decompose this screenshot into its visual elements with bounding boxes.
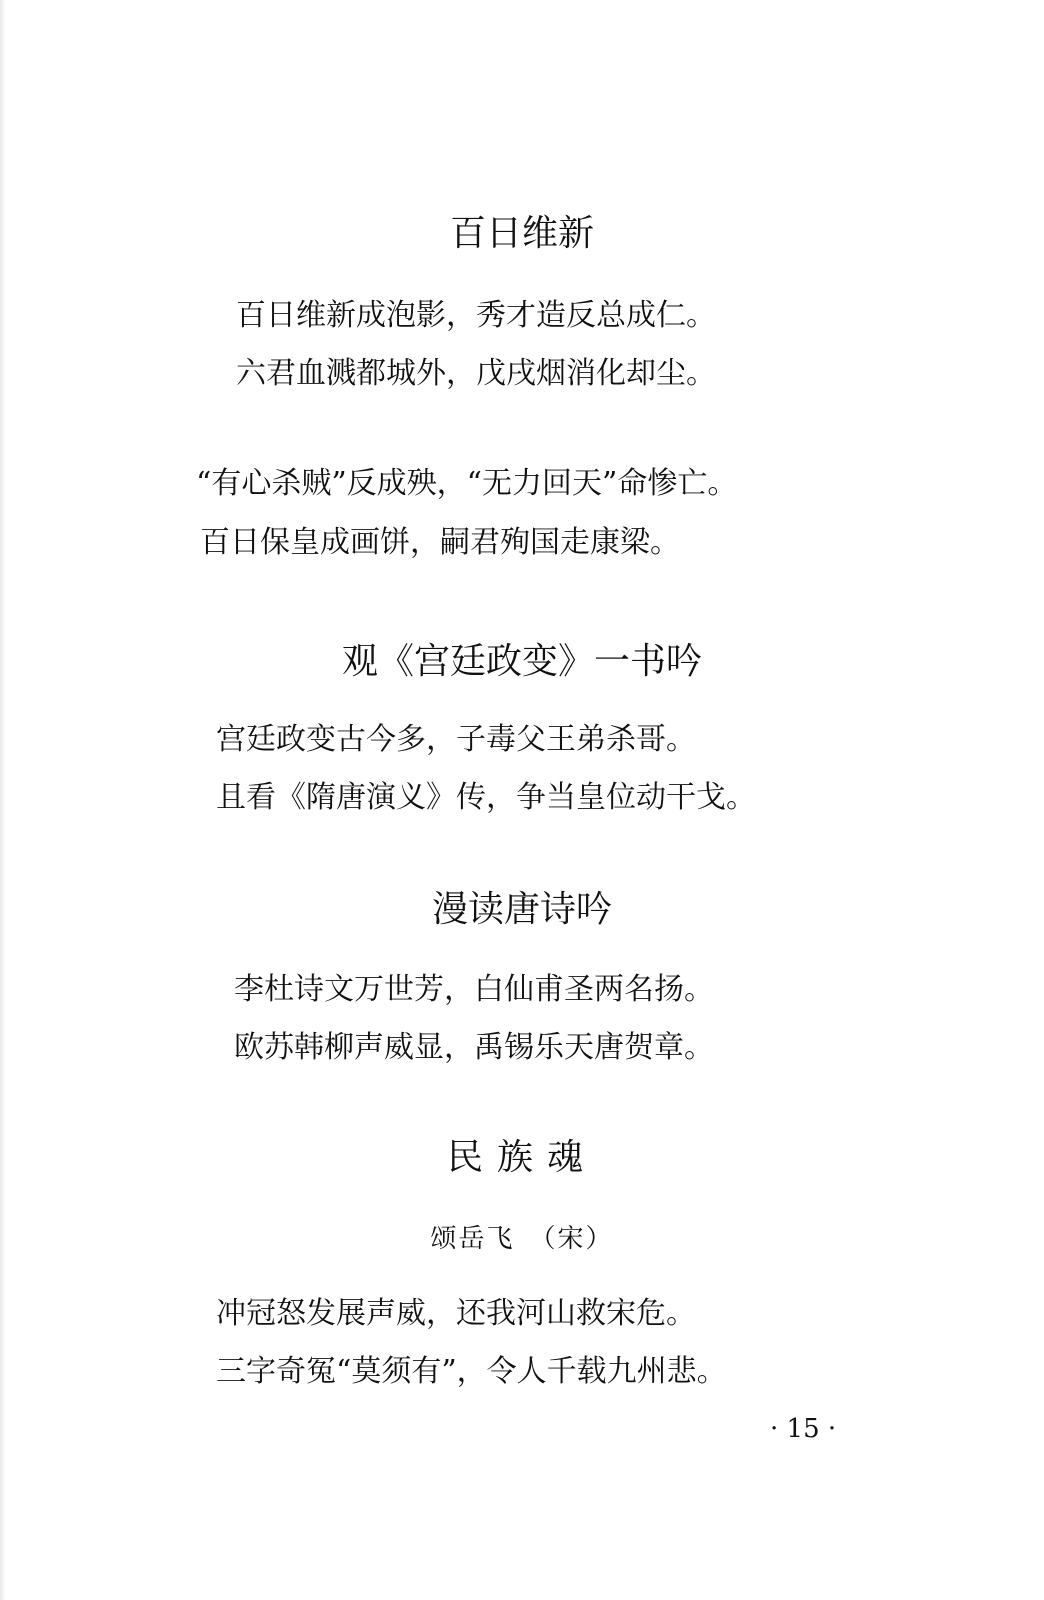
poem-2-line-2: 且看《隋唐演义》传，争当皇位动干戈。 bbox=[216, 780, 756, 815]
page-number: · 15 · bbox=[770, 1414, 837, 1444]
poem-title-2: 观《宫廷政变》一书吟 bbox=[341, 641, 702, 682]
poem-title-4: 民族魂 bbox=[446, 1137, 597, 1178]
poem-1-line-4: 百日保皇成画饼，嗣君殉国走康梁。 bbox=[200, 525, 680, 560]
poem-title-3: 漫读唐诗吟 bbox=[431, 889, 612, 930]
poem-3-line-1: 李杜诗文万世芳，白仙甫圣两名扬。 bbox=[234, 972, 714, 1007]
poem-1-line-3: “有心杀贼”反成殃，“无力回天”命惨亡。 bbox=[196, 466, 738, 501]
poem-4-subtitle: 颂岳飞 （宋） bbox=[430, 1224, 614, 1254]
poem-4-line-2: 三字奇冤“莫须有”，令人千载九州悲。 bbox=[216, 1354, 727, 1389]
poem-title-1: 百日维新 bbox=[449, 213, 594, 254]
poem-1-line-1: 百日维新成泡影，秀才造反总成仁。 bbox=[236, 298, 716, 333]
poem-2-line-1: 宫廷政变古今多，子毒父王弟杀哥。 bbox=[216, 722, 696, 757]
poem-1-line-2: 六君血溅都城外，戊戌烟消化却尘。 bbox=[236, 356, 716, 391]
poem-3-line-2: 欧苏韩柳声威显，禹锡乐天唐贺章。 bbox=[234, 1030, 714, 1065]
poem-4-line-1: 冲冠怒发展声威，还我河山救宋危。 bbox=[216, 1296, 696, 1331]
